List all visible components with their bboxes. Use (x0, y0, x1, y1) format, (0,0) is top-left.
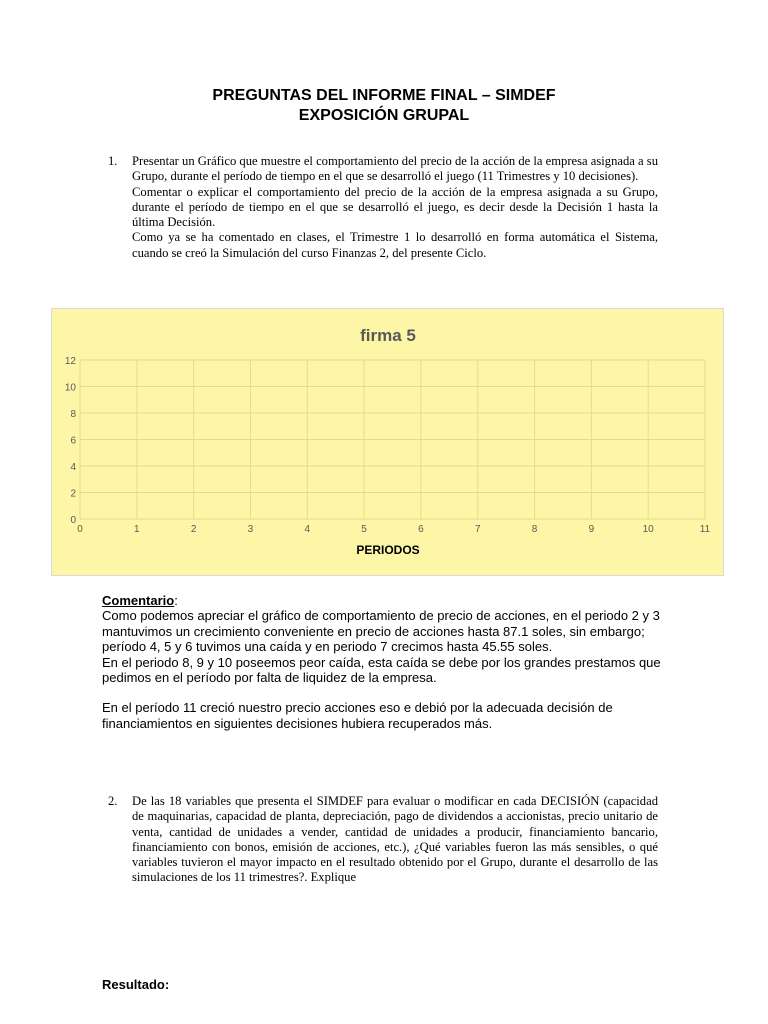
x-tick-label: 0 (77, 524, 83, 535)
y-tick-label: 6 (70, 435, 76, 447)
chart-grid (80, 360, 705, 519)
x-axis-ticks (77, 524, 710, 535)
comment-section (102, 593, 662, 731)
question-1-paragraph: Como ya se ha comentado en clases, el Trimestre 1 lo desarrolló en forma automática el Sistema, cuando se creó la Simulación del curso Finanzas 2, del presente Ciclo. (132, 230, 658, 260)
y-tick-label: 8 (70, 409, 76, 420)
document-title: PREGUNTAS DEL INFORME FINAL – SIMDEF (212, 87, 556, 104)
comment-paragraph: Como podemos apreciar el gráfico de comportamiento de precio de acciones, en el periodo 2 y 3 mantuvimos un crecimiento conveniente en precio de acciones hasta 87.1 soles, sin embargo; período 4, 5 y 6 tuvimos una caída y en periodo 7 crecimos hasta 45.55 soles. (102, 608, 660, 655)
x-tick-label: 5 (361, 524, 367, 535)
y-tick-label: 0 (70, 515, 76, 526)
document-subtitle: EXPOSICIÓN GRUPAL (298, 107, 470, 124)
chart-title: firma 5 (360, 326, 416, 345)
x-tick-label: 4 (304, 524, 311, 535)
comment-paragraph: En el periodo 8, 9 y 10 poseemos peor caída, esta caída se debe por los grandes prestamos que pedimos en el período por falta de liquidez de la empresa. (102, 654, 661, 686)
x-tick-label: 10 (642, 524, 654, 535)
y-tick-label: 12 (64, 356, 76, 367)
question-1-number: 1. (108, 154, 118, 168)
x-tick-label: 2 (190, 524, 197, 535)
stock-price-chart (51, 308, 724, 576)
comment-heading: Comentario (102, 593, 175, 608)
result-label: Resultado: (102, 977, 170, 992)
question-1 (108, 154, 658, 261)
chart-canvas (52, 309, 725, 577)
x-tick-label: 11 (699, 524, 711, 535)
y-tick-label: 10 (64, 382, 76, 394)
question-1-paragraph: Comentar o explicar el comportamiento del precio de la acción de la empresa asignada a su Grupo, durante el período de tiempo en el que se desarrolló el juego, es decir desde la Decisión 1 hasta la última Decisión. (132, 184, 658, 230)
x-tick-label: 3 (247, 524, 254, 535)
question-2 (108, 794, 658, 886)
question-2-number: 2. (108, 794, 118, 808)
x-tick-label: 6 (418, 524, 424, 535)
y-tick-label: 4 (70, 462, 76, 473)
y-axis-ticks (65, 356, 77, 526)
comment-heading-colon: : (174, 593, 178, 608)
y-tick-label: 2 (70, 488, 76, 500)
question-2-text: De las 18 variables que presenta el SIMDEF para evaluar o modificar en cada DECISIÓN (capacidad de maquinarias, capacidad de planta, depreciación, pago de dividendos a accionistas, precio unitario de venta, cantidad de unidades a vender, cantidad de unidades a producir, financiamiento bancario, financiamiento con bonos, emisión de acciones, etc.), ¿Qué variables fueron las más sensibles, o qué variables tuvieron el mayor impacto en el resultado obtenido por el Grupo, durante el desarrollo de las simulaciones de los 11 trimestres?. Explique (132, 794, 658, 885)
x-tick-label: 7 (474, 524, 481, 535)
x-axis-label: PERIODOS (356, 543, 420, 557)
x-tick-label: 9 (588, 524, 595, 535)
x-tick-label: 1 (134, 524, 140, 535)
question-1-paragraph: Presentar un Gráfico que muestre el comportamiento del precio de la acción de la empresa asignada a su Grupo, durante el período de tiempo en el que se desarrolló el juego (11 Trimestres y 10 decisiones). (132, 154, 658, 184)
comment-paragraph: En el período 11 creció nuestro precio acciones eso e debió por la adecuada decisión de financiamientos en siguientes decisiones hubiera recuperados más. (102, 700, 613, 731)
x-tick-label: 8 (531, 524, 538, 535)
